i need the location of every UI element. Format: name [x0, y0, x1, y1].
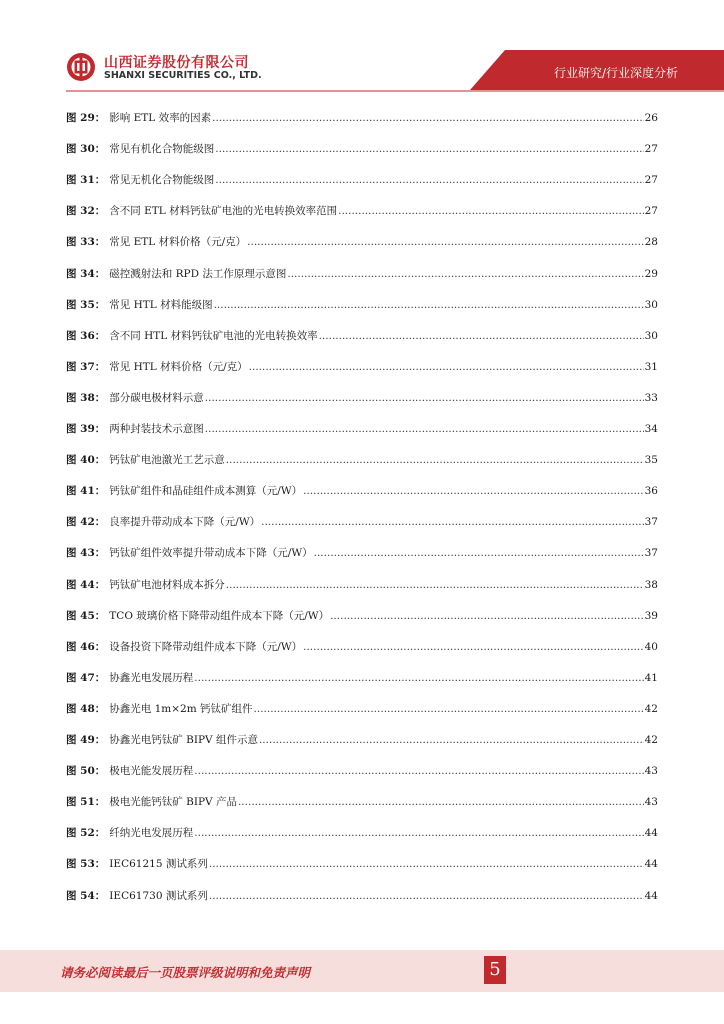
- figure-page-number: 44: [644, 827, 658, 840]
- toc-entry[interactable]: [66, 390, 658, 410]
- figure-title: 常见有机化合物能级图: [109, 143, 215, 156]
- footer-disclaimer: 请务必阅读最后一页股票评级说明和免责声明: [60, 965, 311, 980]
- figure-label: 图 52：: [66, 827, 106, 840]
- toc-entry[interactable]: [66, 888, 658, 908]
- dot-leader: [209, 858, 644, 870]
- toc-entry[interactable]: [66, 701, 658, 721]
- dot-leader: [215, 143, 643, 155]
- figure-title: 极电光能钙钛矿 BIPV 产品: [109, 796, 237, 809]
- dot-leader: [319, 330, 644, 342]
- figure-label: 图 45：: [66, 609, 106, 622]
- figure-label: 图 47：: [66, 671, 106, 684]
- toc-entry[interactable]: [66, 359, 658, 379]
- figure-label: 图 30：: [66, 143, 106, 156]
- figure-label: 图 53：: [66, 858, 106, 871]
- figure-page-number: 42: [644, 734, 658, 746]
- figure-page-number: 42: [644, 702, 658, 715]
- toc-entry[interactable]: [66, 297, 658, 317]
- figure-page-number: 28: [644, 236, 658, 249]
- toc-entry[interactable]: [66, 856, 658, 876]
- dot-leader: [226, 454, 644, 466]
- figure-page-number: 27: [644, 205, 658, 218]
- toc-entry[interactable]: [66, 763, 658, 783]
- figure-label: 图 51：: [66, 796, 106, 809]
- figure-page-number: 41: [644, 671, 658, 684]
- report-category: 行业研究/行业深度分析: [553, 66, 678, 80]
- dot-leader: [194, 672, 643, 684]
- figure-title: 设备投资下降带动组件成本下降（元/W）: [109, 640, 303, 653]
- company-name-cn: 山西证券股份有限公司: [104, 55, 249, 71]
- dot-leader: [249, 361, 644, 373]
- figure-title: 影响 ETL 效率的因素: [109, 112, 212, 124]
- figure-title: 部分碳电极材料示意: [109, 391, 204, 404]
- figure-title: IEC61215 测试系列: [109, 858, 208, 871]
- toc-entry[interactable]: [66, 421, 658, 441]
- dot-leader: [338, 205, 644, 217]
- figure-title: 钙钛矿组件效率提升带动成本下降（元/W）: [109, 547, 313, 560]
- figure-label: 图 46：: [66, 640, 106, 653]
- figure-label: 图 44：: [66, 578, 106, 591]
- toc-entry[interactable]: [66, 110, 658, 130]
- figure-title: 常见 HTL 材料价格（元/克）: [109, 360, 248, 373]
- figure-title: 协鑫光电 1m×2m 钙钛矿组件: [109, 702, 253, 715]
- toc-entry[interactable]: [66, 234, 658, 254]
- figure-title: 钙钛矿电池材料成本拆分: [109, 578, 225, 591]
- dot-leader: [261, 516, 644, 528]
- figure-page-number: 40: [644, 640, 658, 653]
- toc-entry[interactable]: [66, 794, 658, 814]
- dot-leader: [194, 827, 643, 839]
- figure-label: 图 37：: [66, 360, 106, 373]
- figure-page-number: 37: [644, 547, 658, 560]
- figure-title: 两种封装技术示意图: [109, 423, 204, 435]
- toc-entry[interactable]: [66, 141, 658, 161]
- figure-label: 图 29：: [66, 112, 106, 124]
- figure-title: 良率提升带动成本下降（元/W）: [109, 516, 261, 529]
- figure-title: 极电光能发展历程: [109, 765, 194, 778]
- figure-label: 图 32：: [66, 205, 106, 218]
- figure-page-number: 43: [644, 796, 658, 809]
- figure-label: 图 42：: [66, 516, 106, 529]
- figure-title: 含不同 ETL 材料钙钛矿电池的光电转换效率范围: [109, 205, 338, 218]
- figure-title: 常见无机化合物能级图: [109, 174, 215, 187]
- figure-label: 图 38：: [66, 391, 106, 404]
- toc-entry[interactable]: [66, 825, 658, 845]
- figure-page-number: 27: [644, 174, 658, 187]
- dot-leader: [259, 734, 644, 746]
- dot-leader: [247, 236, 643, 248]
- dot-leader: [194, 765, 643, 777]
- dot-leader: [254, 703, 644, 715]
- figure-label: 图 54：: [66, 889, 106, 902]
- dot-leader: [214, 299, 644, 311]
- figure-title: 磁控溅射法和 RPD 法工作原理示意图: [109, 267, 287, 280]
- figure-title: 常见 HTL 材料能级图: [109, 298, 213, 311]
- figure-title: 协鑫光电钙钛矿 BIPV 组件示意: [109, 734, 258, 746]
- toc-entry[interactable]: [66, 577, 658, 597]
- toc-entry[interactable]: [66, 608, 658, 628]
- dot-leader: [238, 796, 644, 808]
- toc-entry[interactable]: [66, 328, 658, 348]
- figure-label: 图 50：: [66, 765, 106, 778]
- figure-title: 协鑫光电发展历程: [109, 671, 194, 684]
- toc-entry[interactable]: [66, 452, 658, 472]
- figure-title: 纤纳光电发展历程: [109, 827, 194, 840]
- dot-leader: [205, 392, 644, 404]
- figure-title: 钙钛矿组件和晶硅组件成本测算（元/W）: [109, 485, 303, 498]
- figure-title: 含不同 HTL 材料钙钛矿电池的光电转换效率: [109, 329, 318, 342]
- toc-entry[interactable]: [66, 732, 658, 752]
- figure-page-number: 31: [644, 360, 658, 373]
- figure-title: 常见 ETL 材料价格（元/克）: [109, 236, 247, 249]
- figure-page-number: 43: [644, 765, 658, 778]
- figure-page-number: 30: [644, 298, 658, 311]
- figure-label: 图 48：: [66, 702, 106, 715]
- toc-entry[interactable]: [66, 670, 658, 690]
- figure-title: TCO 玻璃价格下降带动组件成本下降（元/W）: [109, 609, 330, 622]
- page-number: 5: [484, 956, 506, 984]
- company-name-en: SHANXI SECURITIES CO., LTD.: [104, 70, 262, 81]
- figure-label: 图 33：: [66, 236, 106, 249]
- figure-label: 图 34：: [66, 267, 106, 280]
- dot-leader: [303, 485, 644, 497]
- figure-label: 图 49：: [66, 734, 106, 746]
- figure-page-number: 37: [644, 516, 658, 529]
- dot-leader: [287, 268, 643, 280]
- figure-title: IEC61730 测试系列: [109, 889, 208, 902]
- toc-entry[interactable]: [66, 203, 658, 223]
- dot-leader: [330, 610, 644, 622]
- figure-page-number: 44: [644, 858, 658, 871]
- toc-entry[interactable]: [66, 545, 658, 565]
- figure-title: 钙钛矿电池激光工艺示意: [109, 454, 225, 467]
- figure-label: 图 31：: [66, 174, 106, 187]
- figure-page-number: 35: [644, 454, 658, 467]
- figure-page-number: 36: [644, 485, 658, 498]
- page-header: [0, 0, 724, 95]
- figure-label: 图 40：: [66, 454, 106, 467]
- dot-leader: [212, 112, 644, 124]
- dot-leader: [205, 423, 644, 435]
- toc-entry[interactable]: [66, 483, 658, 503]
- toc-entry[interactable]: [66, 639, 658, 659]
- toc-entry[interactable]: [66, 172, 658, 192]
- figure-label: 图 43：: [66, 547, 106, 560]
- figure-page-number: 38: [644, 578, 658, 591]
- figure-page-number: 29: [644, 267, 658, 280]
- figure-page-number: 26: [644, 112, 658, 124]
- figure-label: 图 41：: [66, 485, 106, 498]
- figure-page-number: 39: [644, 609, 658, 622]
- figure-page-number: 27: [644, 143, 658, 156]
- dot-leader: [314, 547, 644, 559]
- figure-page-number: 33: [644, 391, 658, 404]
- dot-leader: [303, 641, 644, 653]
- figure-page-number: 34: [644, 423, 658, 435]
- figure-page-number: 30: [644, 329, 658, 342]
- toc-entry[interactable]: [66, 514, 658, 534]
- dot-leader: [226, 579, 644, 591]
- figure-label: 图 39：: [66, 423, 106, 435]
- dot-leader: [215, 174, 643, 186]
- toc-entry[interactable]: [66, 266, 658, 286]
- figure-label: 图 36：: [66, 329, 106, 342]
- dot-leader: [209, 890, 644, 902]
- figure-page-number: 44: [644, 889, 658, 902]
- figure-label: 图 35：: [66, 298, 106, 311]
